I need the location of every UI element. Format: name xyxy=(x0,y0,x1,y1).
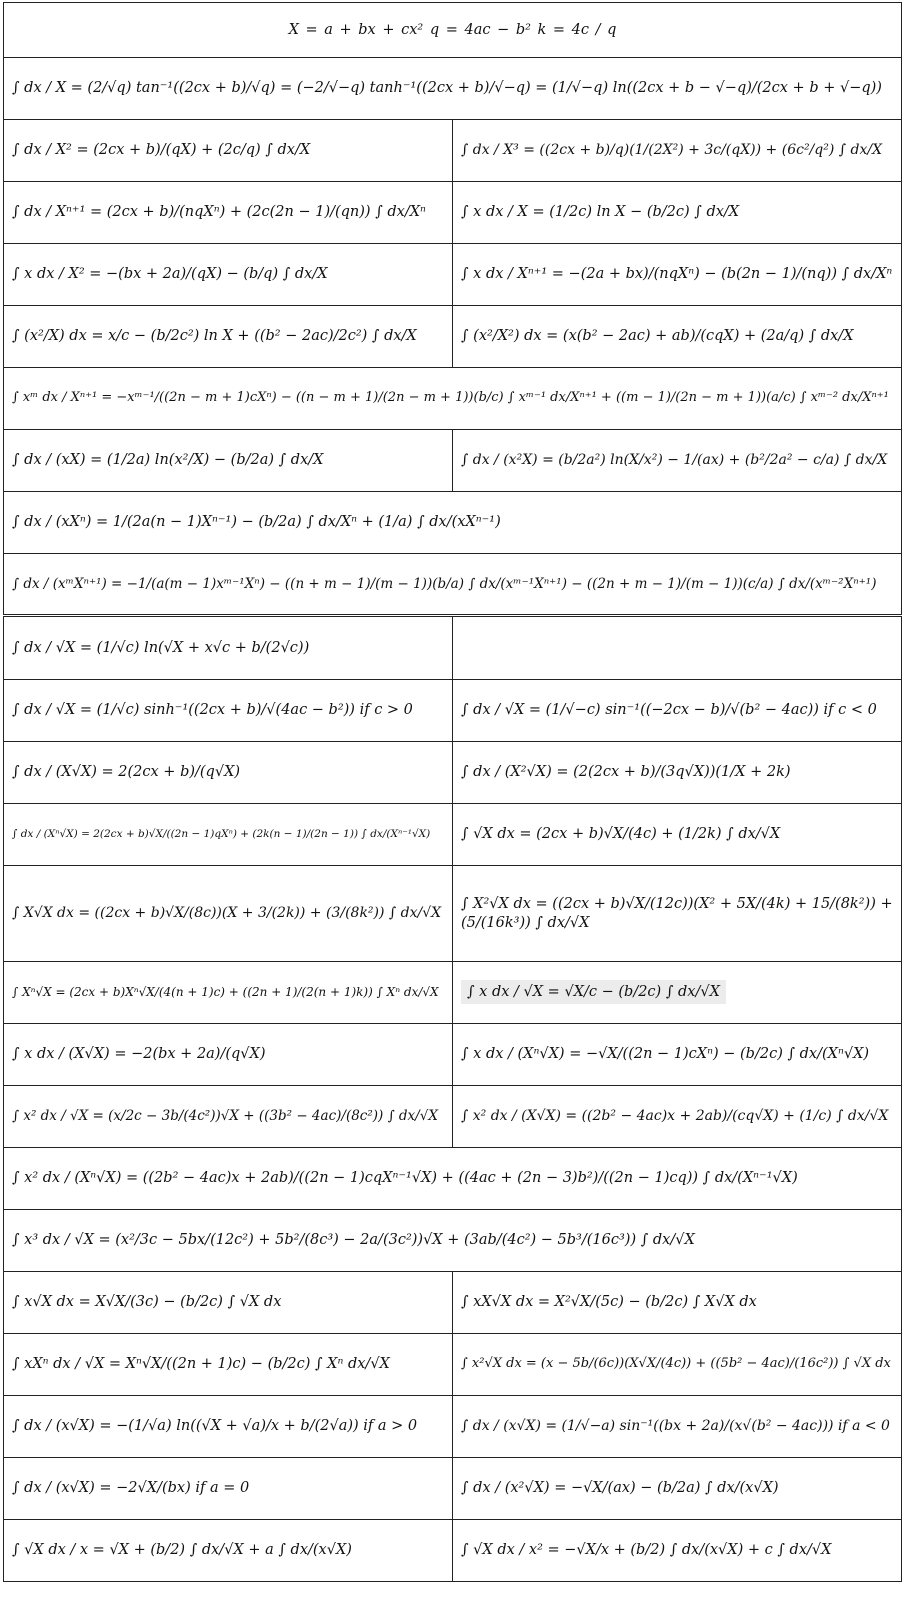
table-row xyxy=(4,804,902,866)
formula-cell: ∫ dx / (X²√X) = (2(2cx + b)/(3q√X))(1/X + 2k) xyxy=(453,742,902,804)
header-definitions: X = a + bx + cx² q = 4ac − b² k = 4c / q xyxy=(4,3,902,58)
table-row xyxy=(4,368,902,430)
formula-cell: ∫ dx / (x²X) = (b/2a²) ln(X/x²) − 1/(ax) + (b²/2a² − c/a) ∫ dx/X xyxy=(453,430,902,492)
table-row xyxy=(4,3,902,58)
table-row xyxy=(4,1086,902,1148)
formula-cell: ∫ dx / (x√X) = (1/√−a) sin⁻¹((bx + 2a)/(x√(b² − 4ac))) if a < 0 xyxy=(453,1396,902,1458)
formula-cell: ∫ x² dx / (X√X) = ((2b² − 4ac)x + 2ab)/(cq√X) + (1/c) ∫ dx/√X xyxy=(453,1086,902,1148)
table-row xyxy=(4,182,902,244)
formula-cell: ∫ dx / √X = (1/√−c) sin⁻¹((−2cx − b)/√(b² − 4ac)) if c < 0 xyxy=(453,680,902,742)
table-row xyxy=(4,306,902,368)
formula-cell: ∫ dx / (xXⁿ) = 1/(2a(n − 1)Xⁿ⁻¹) − (b/2a) ∫ dx/Xⁿ + (1/a) ∫ dx/(xXⁿ⁻¹) xyxy=(4,492,902,554)
formula-cell: ∫ dx / Xⁿ⁺¹ = (2cx + b)/(nqXⁿ) + (2c(2n − 1)/(qn)) ∫ dx/Xⁿ xyxy=(4,182,453,244)
formula-text: ∫ X²√X dx = ((2cx + b)√X/(12c))(X² + 5X/(4k) + 15/(8k²)) + (5/(16k³)) ∫ dx/√X xyxy=(461,896,893,931)
table-row xyxy=(4,1148,902,1210)
formula-cell: ∫ xXⁿ dx / √X = Xⁿ√X/((2n + 1)c) − (b/2c) ∫ Xⁿ dx/√X xyxy=(4,1334,453,1396)
formula-cell: ∫ √X dx / x² = −√X/x + (b/2) ∫ dx/(x√X) + c ∫ dx/√X xyxy=(453,1520,902,1582)
table-row xyxy=(4,1396,902,1458)
formula-cell: ∫ dx / (x√X) = −(1/√a) ln((√X + √a)/x + b/(2√a)) if a > 0 xyxy=(4,1396,453,1458)
formula-cell: ∫ √X dx = (2cx + b)√X/(4c) + (1/2k) ∫ dx/√X xyxy=(453,804,902,866)
formula-cell: ∫ dx / X² = (2cx + b)/(qX) + (2c/q) ∫ dx/X xyxy=(4,120,453,182)
integral-table xyxy=(3,2,902,1582)
formula-cell: ∫ dx / X³ = ((2cx + b)/q)(1/(2X²) + 3c/(qX)) + (6c²/q²) ∫ dx/X xyxy=(453,120,902,182)
formula-cell: ∫ xX√X dx = X²√X/(5c) − (b/2c) ∫ X√X dx xyxy=(453,1272,902,1334)
table-row xyxy=(4,680,902,742)
highlighted-formula: ∫ x dx / √X = √X/c − (b/2c) ∫ dx/√X xyxy=(461,980,726,1004)
formula-cell: ∫ x² dx / (Xⁿ√X) = ((2b² − 4ac)x + 2ab)/((2n − 1)cqXⁿ⁻¹√X) + ((4ac + (2n − 3)b²)/((2n − 1)cq)) ∫ dx/(Xⁿ⁻¹√X) xyxy=(4,1148,902,1210)
formula-cell: ∫ xᵐ dx / Xⁿ⁺¹ = −xᵐ⁻¹/((2n − m + 1)cXⁿ) − ((n − m + 1)/(2n − m + 1))(b/c) ∫ xᵐ⁻¹ dx/Xⁿ⁺¹ + ((m − 1)/(2n − m + 1))(a/c) ∫ xᵐ⁻² dx/Xⁿ⁺¹ xyxy=(4,368,902,430)
table-row xyxy=(4,866,902,962)
formula-cell: ∫ X√X dx = ((2cx + b)√X/(8c))(X + 3/(2k)) + (3/(8k²)) ∫ dx/√X xyxy=(4,866,453,962)
table-row xyxy=(4,742,902,804)
formula-cell: ∫ x dx / Xⁿ⁺¹ = −(2a + bx)/(nqXⁿ) − (b(2n − 1)/(nq)) ∫ dx/Xⁿ xyxy=(453,244,902,306)
formula-cell: ∫ x dx / (Xⁿ√X) = −√X/((2n − 1)cXⁿ) − (b/2c) ∫ dx/(Xⁿ√X) xyxy=(453,1024,902,1086)
formula-cell: ∫ dx / X = (2/√q) tan⁻¹((2cx + b)/√q) = (−2/√−q) tanh⁻¹((2cx + b)/√−q) = (1/√−q) ln((2cx + b − √−q)/(2cx + b + √−q)) xyxy=(4,58,902,120)
table-row xyxy=(4,1024,902,1086)
table-row xyxy=(4,962,902,1024)
formula-cell: ∫ x dx / (X√X) = −2(bx + 2a)/(q√X) xyxy=(4,1024,453,1086)
formula-cell: ∫ dx / (xᵐXⁿ⁺¹) = −1/(a(m − 1)xᵐ⁻¹Xⁿ) − ((n + m − 1)/(m − 1))(b/a) ∫ dx/(xᵐ⁻¹Xⁿ⁺¹) − ((2n + m − 1)/(m − 1))(c/a) ∫ dx/(xᵐ⁻²Xⁿ⁺¹) xyxy=(4,554,902,616)
formula-cell: ∫ dx / (xX) = (1/2a) ln(x²/X) − (b/2a) ∫ dx/X xyxy=(4,430,453,492)
table-row xyxy=(4,1272,902,1334)
formula-cell: ∫ x²√X dx = (x − 5b/(6c))(X√X/(4c)) + ((5b² − 4ac)/(16c²)) ∫ √X dx xyxy=(453,1334,902,1396)
formula-cell: ∫ dx / √X = (1/√c) sinh⁻¹((2cx + b)/√(4ac − b²)) if c > 0 xyxy=(4,680,453,742)
formula-cell: ∫ x dx / X² = −(bx + 2a)/(qX) − (b/q) ∫ dx/X xyxy=(4,244,453,306)
table-row xyxy=(4,1210,902,1272)
formula-cell: ∫ x² dx / √X = (x/2c − 3b/(4c²))√X + ((3b² − 4ac)/(8c²)) ∫ dx/√X xyxy=(4,1086,453,1148)
formula-cell: ∫ (x²/X²) dx = (x(b² − 2ac) + ab)/(cqX) + (2a/q) ∫ dx/X xyxy=(453,306,902,368)
formula-cell: ∫ (x²/X) dx = x/c − (b/2c²) ln X + ((b² − 2ac)/2c²) ∫ dx/X xyxy=(4,306,453,368)
table-row xyxy=(4,58,902,120)
table-row xyxy=(4,554,902,616)
table-row xyxy=(4,1458,902,1520)
formula-cell xyxy=(453,866,902,962)
table-row xyxy=(4,430,902,492)
formula-cell: ∫ x√X dx = X√X/(3c) − (b/2c) ∫ √X dx xyxy=(4,1272,453,1334)
formula-cell: ∫ dx / √X = (1/√c) ln(√X + x√c + b/(2√c)) xyxy=(4,616,453,680)
formula-cell: ∫ dx / (x√X) = −2√X/(bx) if a = 0 xyxy=(4,1458,453,1520)
table-row xyxy=(4,1520,902,1582)
formula-cell: ∫ dx / (x²√X) = −√X/(ax) − (b/2a) ∫ dx/(x√X) xyxy=(453,1458,902,1520)
table-row xyxy=(4,244,902,306)
formula-cell: ∫ dx / (X√X) = 2(2cx + b)/(q√X) xyxy=(4,742,453,804)
table-row xyxy=(4,1334,902,1396)
formula-cell: ∫ x³ dx / √X = (x²/3c − 5bx/(12c²) + 5b²/(8c³) − 2a/(3c²))√X + (3ab/(4c²) − 5b³/(16c³)) ∫ dx/√X xyxy=(4,1210,902,1272)
formula-cell: ∫ dx / (Xⁿ√X) = 2(2cx + b)√X/((2n − 1)qXⁿ) + (2k(n − 1)/(2n − 1)) ∫ dx/(Xⁿ⁻¹√X) xyxy=(4,804,453,866)
table-row xyxy=(4,120,902,182)
table-row xyxy=(4,616,902,680)
formula-cell: ∫ x dx / X = (1/2c) ln X − (b/2c) ∫ dx/X xyxy=(453,182,902,244)
formula-cell: ∫ Xⁿ√X = (2cx + b)Xⁿ√X/(4(n + 1)c) + ((2n + 1)/(2(n + 1)k)) ∫ Xⁿ dx/√X xyxy=(4,962,453,1024)
formula-cell: ∫ √X dx / x = √X + (b/2) ∫ dx/√X + a ∫ dx/(x√X) xyxy=(4,1520,453,1582)
formula-cell xyxy=(453,616,902,680)
table-row xyxy=(4,492,902,554)
formula-cell xyxy=(453,962,902,1024)
